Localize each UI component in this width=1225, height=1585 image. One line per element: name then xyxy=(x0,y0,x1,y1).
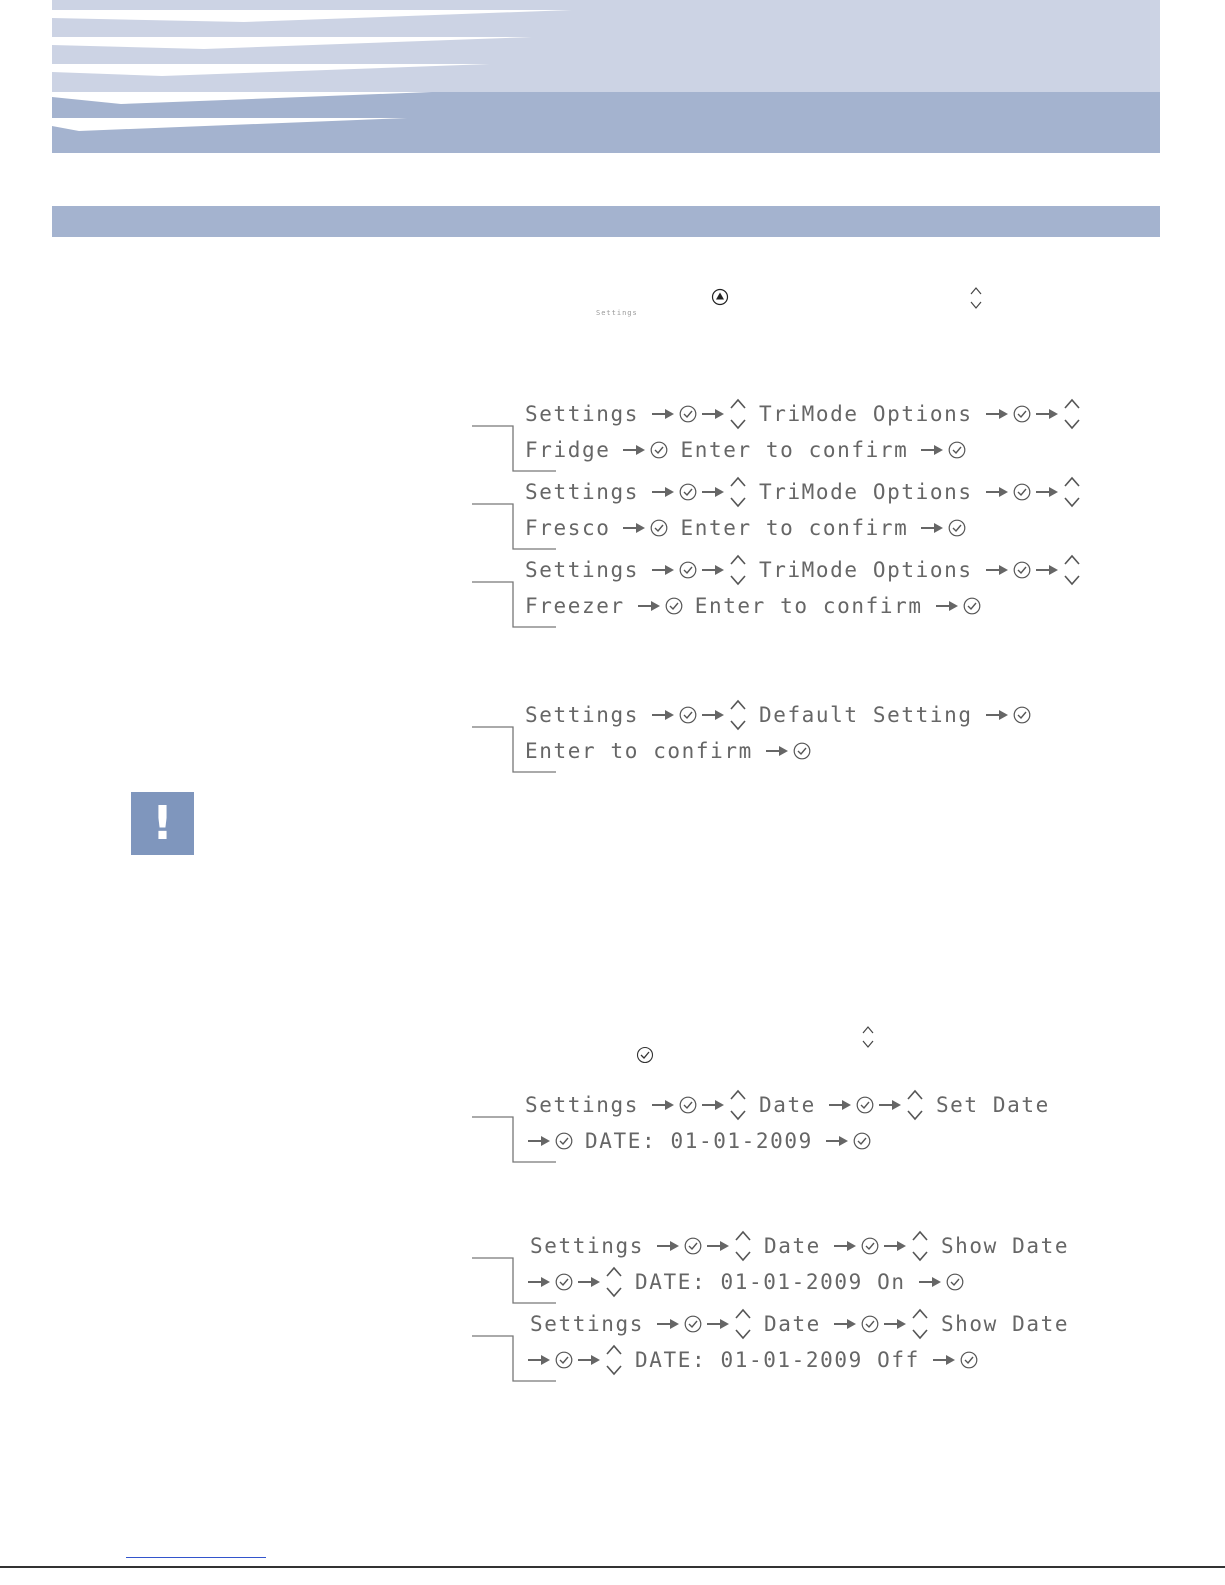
sequence-line-1 xyxy=(525,553,1083,587)
arrow-right-icon xyxy=(651,1098,675,1112)
sequence-line-2 xyxy=(525,511,968,545)
sequence-line-1 xyxy=(525,397,1083,431)
check-icon xyxy=(856,1096,874,1114)
check-icon xyxy=(793,742,811,760)
arrow-right-icon xyxy=(825,1134,849,1148)
arrow-right-icon xyxy=(701,708,725,722)
sequence-step-label: Settings xyxy=(530,1234,644,1258)
arrow-right-icon xyxy=(878,1098,902,1112)
sequence-line-1 xyxy=(525,698,1033,732)
check-icon xyxy=(650,519,668,537)
sequence-step-label: Date xyxy=(763,1234,821,1258)
sequence-step-label: Settings xyxy=(530,1312,644,1336)
up-down-arrows-icon xyxy=(1063,475,1081,509)
check-icon xyxy=(946,1273,964,1291)
up-down-arrows-icon xyxy=(605,1343,623,1377)
up-down-arrows-icon xyxy=(861,1025,875,1049)
sequence-step-label: Enter to confirm xyxy=(680,438,909,462)
arrow-right-icon xyxy=(701,485,725,499)
sequence-step-label: Fridge xyxy=(525,438,611,462)
sequence-line-1 xyxy=(530,1307,1079,1341)
sequence-line-2 xyxy=(525,433,968,467)
up-button-icon xyxy=(711,288,729,306)
arrow-right-icon xyxy=(918,1275,942,1289)
arrow-right-icon xyxy=(920,443,944,457)
up-down-arrows-icon xyxy=(729,1088,747,1122)
arrow-right-icon xyxy=(637,599,661,613)
arrow-right-icon xyxy=(651,485,675,499)
arrow-right-icon xyxy=(828,1098,852,1112)
arrow-right-icon xyxy=(1035,563,1059,577)
check-icon xyxy=(948,519,966,537)
check-icon xyxy=(861,1237,879,1255)
check-icon xyxy=(650,441,668,459)
check-icon xyxy=(1013,706,1031,724)
sequence-step-label: TriMode Options xyxy=(758,480,973,504)
check-icon xyxy=(679,561,697,579)
up-down-arrows-icon xyxy=(729,475,747,509)
check-icon xyxy=(555,1132,573,1150)
sequence-line-1 xyxy=(525,1088,1060,1122)
check-icon xyxy=(555,1273,573,1291)
check-icon xyxy=(960,1351,978,1369)
up-down-arrows-icon xyxy=(1063,397,1081,431)
up-down-arrows-icon xyxy=(911,1229,929,1263)
sequence-step-label: Freezer xyxy=(525,594,625,618)
arrow-right-icon xyxy=(527,1353,551,1367)
check-icon xyxy=(948,441,966,459)
sequence-step-label: Settings xyxy=(525,480,639,504)
arrow-right-icon xyxy=(883,1317,907,1331)
up-down-arrows-icon xyxy=(729,553,747,587)
check-icon xyxy=(861,1315,879,1333)
settings-small-label: Settings xyxy=(596,309,638,317)
check-icon xyxy=(555,1351,573,1369)
sequence-step-label: Show Date xyxy=(940,1234,1070,1258)
arrow-right-icon xyxy=(701,407,725,421)
check-icon xyxy=(684,1237,702,1255)
check-icon xyxy=(679,405,697,423)
sequence-step-label: Settings xyxy=(525,1093,639,1117)
check-icon xyxy=(679,706,697,724)
sequence-step-label: Enter to confirm xyxy=(694,594,923,618)
arrow-right-icon xyxy=(656,1239,680,1253)
arrow-right-icon xyxy=(1035,485,1059,499)
arrow-right-icon xyxy=(985,708,1009,722)
arrow-right-icon xyxy=(932,1353,956,1367)
up-down-arrows-icon xyxy=(734,1307,752,1341)
sequence-step-label: Enter to confirm xyxy=(525,739,753,763)
sequence-line-1 xyxy=(525,475,1083,509)
arrow-right-icon xyxy=(651,708,675,722)
sequence-step-label: DATE: 01-01-2009 On xyxy=(635,1270,906,1294)
up-down-arrows-icon xyxy=(1063,553,1081,587)
sequence-line-1 xyxy=(530,1229,1079,1263)
sequence-step-label: Settings xyxy=(525,402,639,426)
arrow-right-icon xyxy=(577,1275,601,1289)
up-down-arrows-icon xyxy=(734,1229,752,1263)
arrow-right-icon xyxy=(920,521,944,535)
arrow-right-icon xyxy=(985,485,1009,499)
sequence-step-label: Fresco xyxy=(525,516,611,540)
check-icon xyxy=(636,1046,654,1064)
arrow-right-icon xyxy=(985,563,1009,577)
exclamation-icon: ! xyxy=(152,796,173,850)
sequence-step-label: TriMode Options xyxy=(758,558,973,582)
header-wave-stripes xyxy=(52,0,652,153)
up-down-arrows-icon xyxy=(729,397,747,431)
arrow-right-icon xyxy=(651,407,675,421)
arrow-right-icon xyxy=(765,744,789,758)
arrow-right-icon xyxy=(706,1317,730,1331)
sequence-step-label: DATE: 01-01-2009 xyxy=(585,1129,813,1153)
sequence-line-2 xyxy=(525,589,983,623)
arrow-right-icon xyxy=(622,521,646,535)
sequence-step-label: Settings xyxy=(525,558,639,582)
check-icon xyxy=(1013,405,1031,423)
check-icon xyxy=(1013,561,1031,579)
check-icon xyxy=(679,1096,697,1114)
sequence-step-label: Set Date xyxy=(935,1093,1050,1117)
check-icon xyxy=(665,597,683,615)
arrow-right-icon xyxy=(833,1239,857,1253)
sequence-step-label: Date xyxy=(758,1093,816,1117)
arrow-right-icon xyxy=(701,563,725,577)
arrow-right-icon xyxy=(985,407,1009,421)
footer-rule xyxy=(0,1566,1225,1568)
up-down-arrows-icon xyxy=(969,286,983,310)
arrow-right-icon xyxy=(527,1275,551,1289)
sequence-step-label: Enter to confirm xyxy=(680,516,909,540)
arrow-right-icon xyxy=(651,563,675,577)
arrow-right-icon xyxy=(883,1239,907,1253)
sequence-step-label: TriMode Options xyxy=(758,402,973,426)
sequence-step-label: Default Setting xyxy=(758,703,973,727)
sequence-step-label: Settings xyxy=(525,703,639,727)
sequence-line-2 xyxy=(525,1343,980,1377)
sequence-line-2 xyxy=(525,1124,873,1158)
arrow-right-icon xyxy=(701,1098,725,1112)
sequence-line-2 xyxy=(525,734,813,768)
sequence-step-label: Show Date xyxy=(940,1312,1070,1336)
warning-box xyxy=(131,792,194,855)
arrow-right-icon xyxy=(527,1134,551,1148)
arrow-right-icon xyxy=(1035,407,1059,421)
up-down-arrows-icon xyxy=(605,1265,623,1299)
arrow-right-icon xyxy=(706,1239,730,1253)
arrow-right-icon xyxy=(833,1317,857,1331)
up-down-arrows-icon xyxy=(906,1088,924,1122)
sequence-line-2 xyxy=(525,1265,966,1299)
up-down-arrows-icon xyxy=(729,698,747,732)
up-down-arrows-icon xyxy=(911,1307,929,1341)
check-icon xyxy=(684,1315,702,1333)
arrow-right-icon xyxy=(622,443,646,457)
check-icon xyxy=(1013,483,1031,501)
sequence-step-label: Date xyxy=(763,1312,821,1336)
arrow-right-icon xyxy=(935,599,959,613)
arrow-right-icon xyxy=(656,1317,680,1331)
check-icon xyxy=(853,1132,871,1150)
check-icon xyxy=(679,483,697,501)
check-icon xyxy=(963,597,981,615)
sequence-step-label: DATE: 01-01-2009 Off xyxy=(635,1348,920,1372)
section-heading-bar xyxy=(52,206,1160,237)
arrow-right-icon xyxy=(577,1353,601,1367)
footer-link-underline xyxy=(126,1557,266,1558)
